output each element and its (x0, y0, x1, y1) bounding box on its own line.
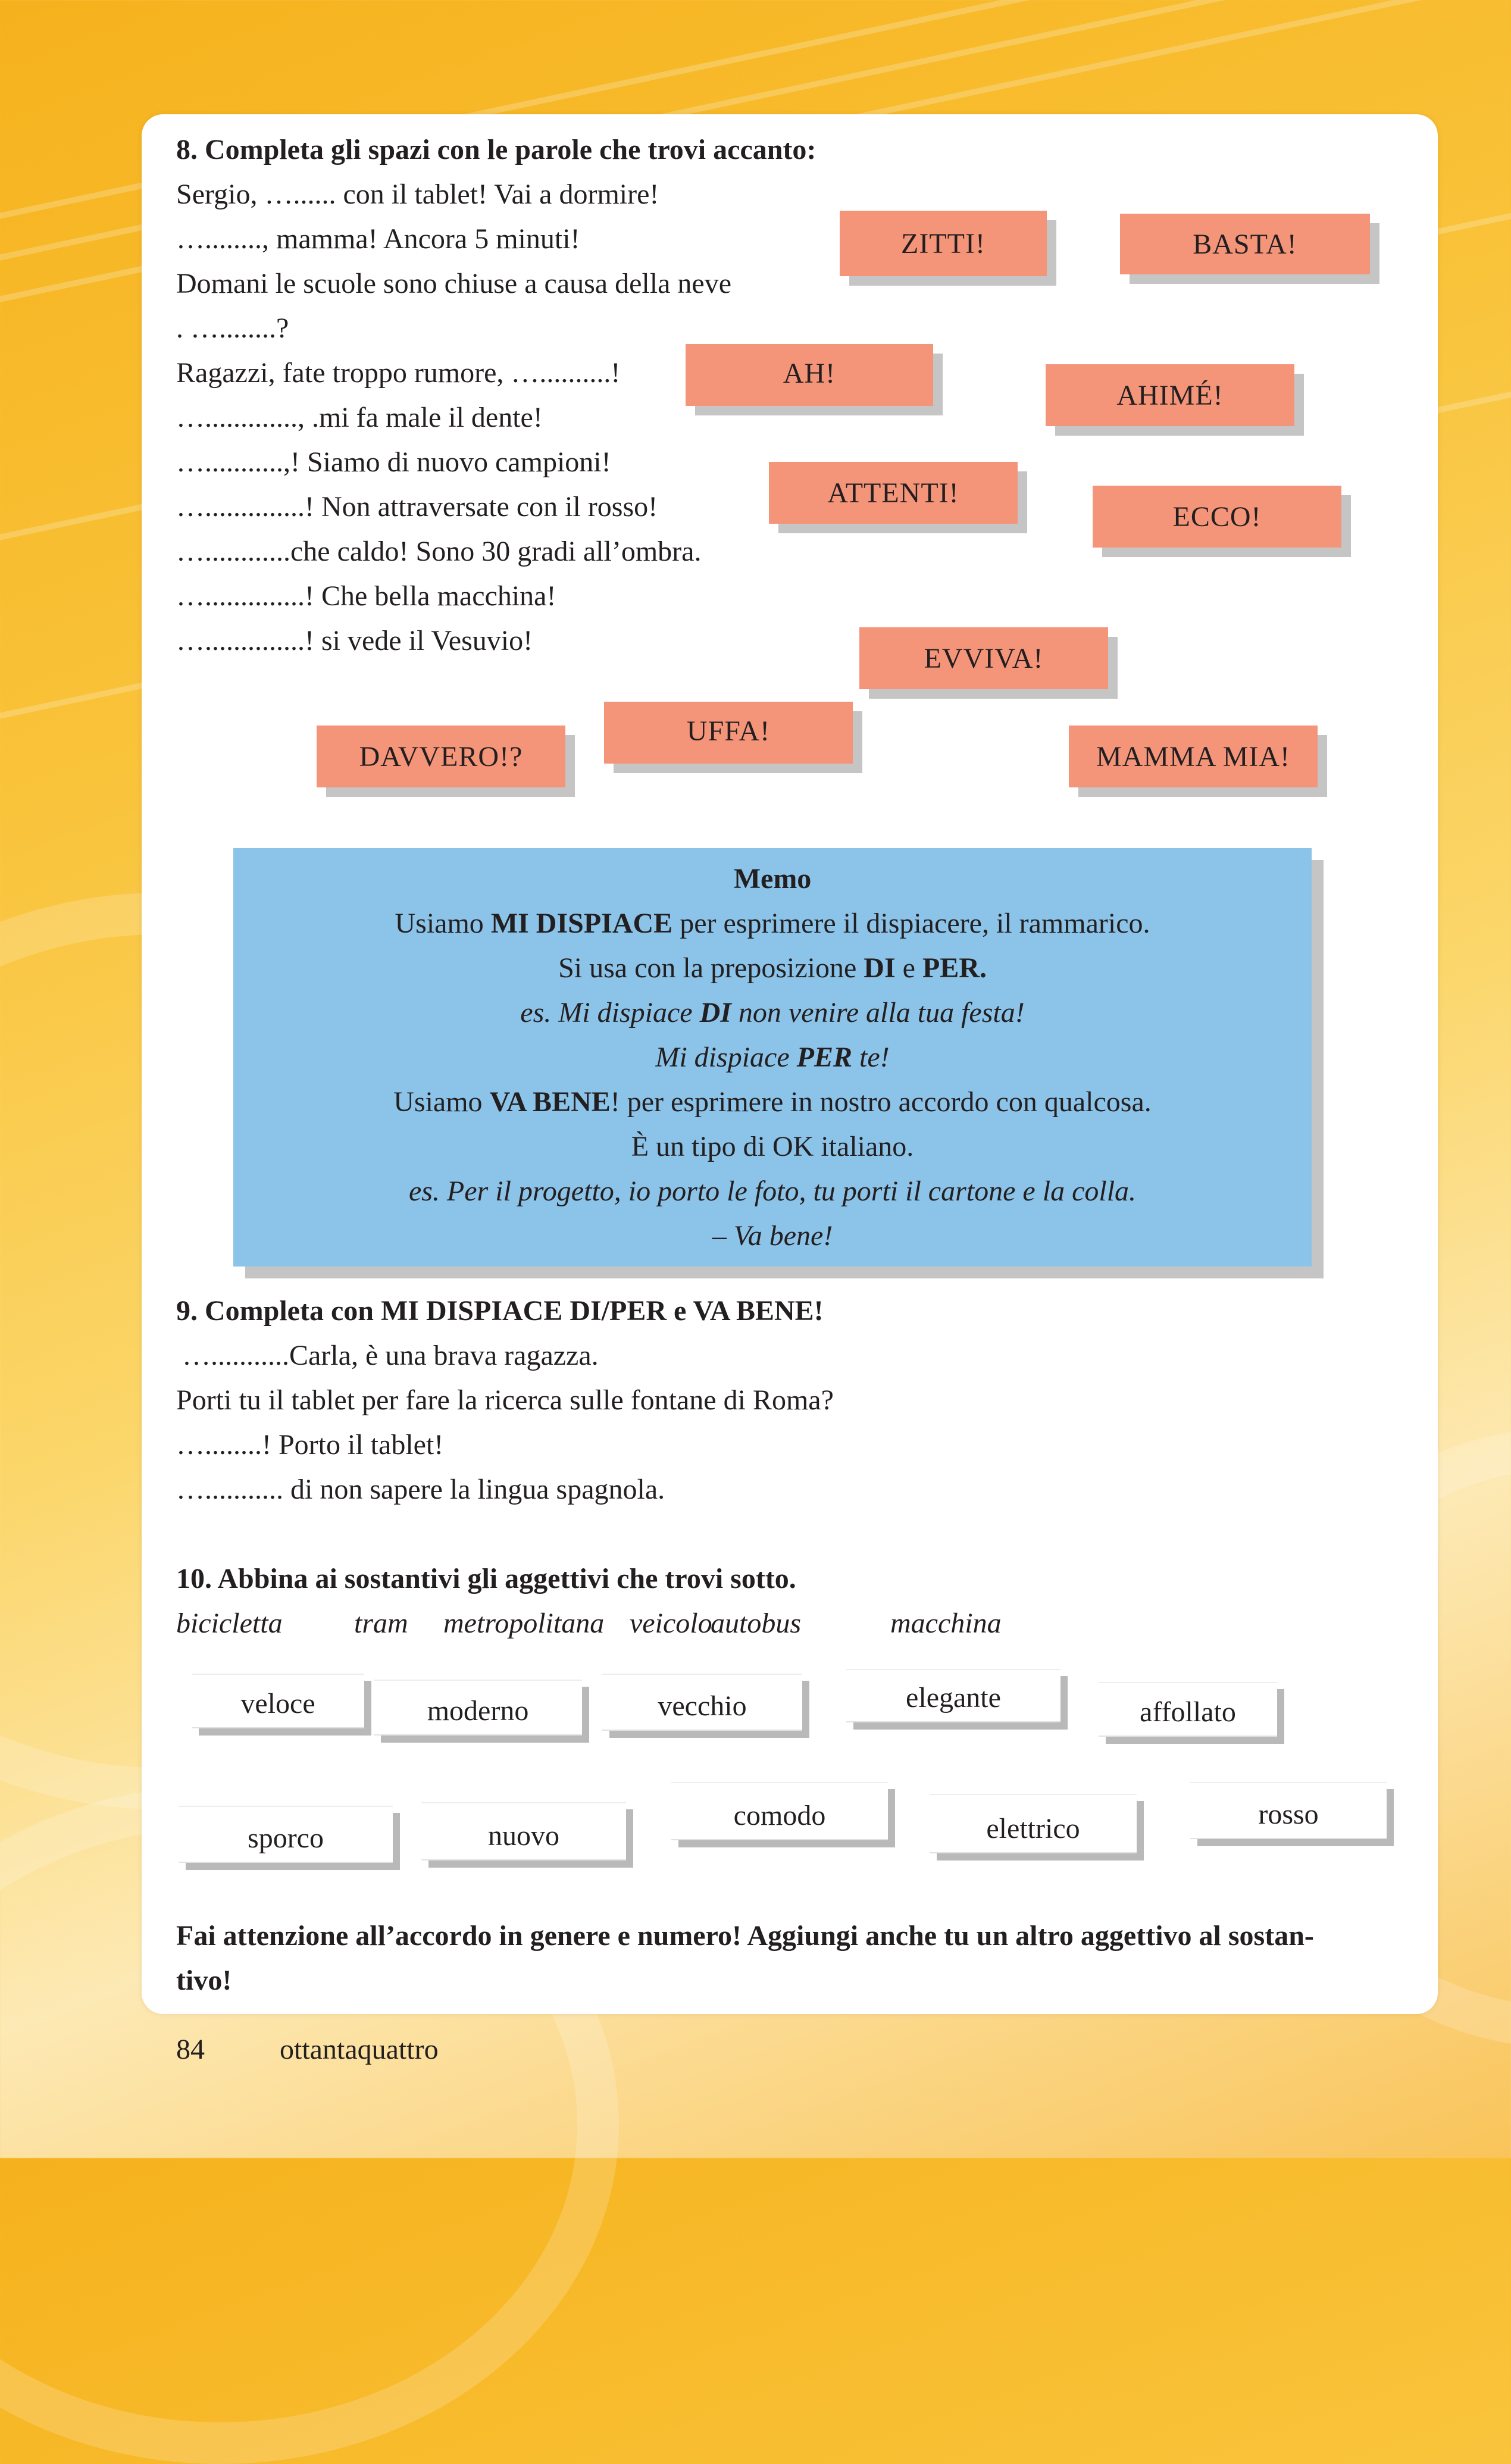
word-tag: MAMMA MIA! (1069, 726, 1318, 787)
adjective-card: elettrico (930, 1794, 1137, 1853)
adjective-card: comodo (671, 1782, 888, 1840)
word-tag: ATTENTI! (769, 462, 1018, 524)
adjective-card: sporco (179, 1806, 393, 1863)
word-tag: AH! (686, 344, 933, 406)
noun-word: macchina (890, 1608, 1002, 1639)
memo-keyword: PER (796, 1042, 852, 1073)
exercise-8-line: …...........,! Siamo di nuovo campioni! (176, 446, 611, 478)
noun-word: veicolo (630, 1608, 712, 1639)
memo-keyword: PER. (922, 952, 987, 984)
memo-text: ! per esprimere in nostro accordo con qualcosa. (610, 1086, 1152, 1118)
word-tag: DAVVERO!? (317, 726, 565, 787)
memo-example: es. Per il progetto, io porto le foto, tu porti il cartone e la colla. (408, 1175, 1137, 1207)
memo-text: non venire alla tua festa! (731, 997, 1025, 1028)
memo-box (233, 848, 1312, 1267)
exercise-8-line: …............., .mi fa male il dente! (176, 402, 543, 433)
memo-keyword: DI (864, 952, 896, 984)
memo-line (233, 950, 1312, 986)
word-tag: BASTA! (1120, 214, 1370, 274)
page-number: 84 (176, 2034, 205, 2065)
word-tag: AHIMÉ! (1046, 364, 1294, 426)
exercise-9-title: 9. Completa con MI DISPIACE DI/PER e VA BENE! (176, 1295, 824, 1327)
memo-title: Memo (733, 863, 812, 895)
memo-line: È un tipo di OK italiano. (631, 1131, 914, 1162)
adjective-card: nuovo (421, 1802, 626, 1860)
memo-text: Mi dispiace (655, 1042, 797, 1073)
exercise-8-line: …..............! Che bella macchina! (176, 580, 556, 612)
exercise-9-line: …........... di non sapere la lingua spagnola. (176, 1474, 665, 1505)
exercise-10-title: 10. Abbina ai sostantivi gli aggettivi che trovi sotto. (176, 1563, 796, 1594)
exercise-9-line: …...........Carla, è una brava ragazza. (182, 1340, 599, 1371)
exercise-8-line: Ragazzi, fate troppo rumore, …..........! (176, 357, 621, 389)
exercise-9-line: Porti tu il tablet per fare la ricerca sulle fontane di Roma? (176, 1384, 834, 1416)
memo-line (233, 906, 1312, 942)
word-tag: UFFA! (604, 702, 853, 764)
exercise-8-line: Sergio, …...... con il tablet! Vai a dormire! (176, 179, 659, 210)
word-tag: ECCO! (1093, 486, 1341, 548)
memo-text: es. Mi dispiace (520, 997, 700, 1028)
noun-word: autobus (711, 1608, 802, 1639)
noun-word: metropolitana (443, 1608, 605, 1639)
memo-text: Usiamo (393, 1086, 490, 1118)
note-line: tivo! (176, 1965, 232, 1996)
word-tag: EVVIVA! (859, 627, 1108, 689)
noun-word: bicicletta (176, 1608, 283, 1639)
memo-text: te! (852, 1042, 890, 1073)
memo-text: e (895, 952, 922, 984)
exercise-8-line: …............che caldo! Sono 30 gradi all’ombra. (176, 536, 702, 567)
exercise-8-line: …..............! Non attraversate con il rosso! (176, 491, 658, 523)
memo-example (233, 1040, 1312, 1075)
page-number-word: ottantaquattro (280, 2034, 439, 2065)
memo-line (233, 1084, 1312, 1120)
word-tag: ZITTI! (840, 211, 1047, 276)
memo-example: – Va bene! (712, 1220, 833, 1252)
exercise-9-line: …........! Porto il tablet! (176, 1429, 444, 1461)
adjective-card: moderno (374, 1680, 582, 1736)
adjective-card: veloce (192, 1674, 364, 1728)
noun-word: tram (354, 1608, 408, 1639)
exercise-8-line: …..............! si vede il Vesuvio! (176, 625, 533, 656)
memo-keyword: VA BENE (489, 1086, 611, 1118)
memo-keyword: MI DISPIACE (490, 908, 673, 939)
note-line: Fai attenzione all’accordo in genere e numero! Aggiungi anche tu un altro aggettivo al sostan- (176, 1920, 1314, 1952)
adjective-card: vecchio (602, 1674, 802, 1731)
exercise-8-line: . …........? (176, 312, 289, 344)
adjective-card: rosso (1190, 1782, 1387, 1839)
memo-text: Si usa con la preposizione (558, 952, 864, 984)
adjective-card: elegante (846, 1669, 1060, 1722)
adjective-card: affollato (1099, 1682, 1277, 1737)
exercise-8-line: Domani le scuole sono chiuse a causa della neve (176, 268, 731, 299)
memo-example (233, 995, 1312, 1031)
exercise-8-line: …........, mamma! Ancora 5 minuti! (176, 223, 580, 255)
memo-text: per esprimere il dispiacere, il rammarico. (672, 908, 1150, 939)
memo-text: Usiamo (395, 908, 491, 939)
exercise-8-title: 8. Completa gli spazi con le parole che trovi accanto: (176, 134, 816, 165)
memo-keyword: DI (699, 997, 731, 1028)
